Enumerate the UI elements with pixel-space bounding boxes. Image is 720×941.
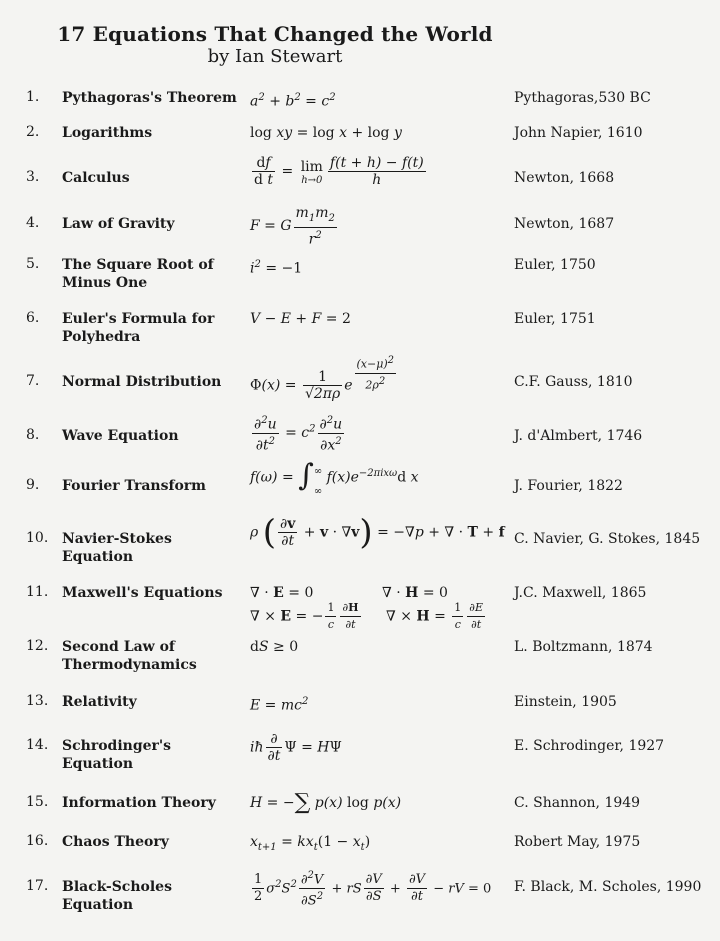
equation-formula: $E = mc^2$	[250, 696, 309, 714]
equation-attribution: C. Shannon, 1949	[514, 795, 641, 811]
equation-attribution: Pythagoras,530 BC	[514, 90, 651, 106]
equation-attribution: F. Black, M. Scholes, 1990	[514, 879, 702, 895]
row-number: 11.	[26, 584, 49, 600]
equation-name: Calculus	[62, 170, 130, 186]
equation-formula: dS ≥ 0	[250, 639, 299, 655]
equation-attribution: Robert May, 1975	[514, 834, 641, 850]
equation-attribution: Euler, 1751	[514, 311, 596, 327]
equation-formula: f(ω) = ∫ ∞ ∞ $f(x)e^{-2\pi ix\omega}d$ x	[250, 457, 419, 497]
equation-formula: ρ ( $\frac{\partial v}{\partial t}$ + v · ∇v) = −∇p + ∇ · T + f	[250, 512, 505, 553]
equation-formula: Φ(x) = $\frac{1}{√2\pi\rho}$ e $^{\frac{(x-\mu)^2}{2\rho^2}}$	[250, 355, 395, 402]
row-number: 12.	[26, 638, 49, 654]
equation-attribution: Einstein, 1905	[514, 694, 617, 710]
equation-attribution: J. Fourier, 1822	[514, 478, 623, 494]
equation-name: Information Theory	[62, 795, 216, 811]
row-number: 4.	[26, 215, 40, 231]
row-number: 2.	[26, 124, 40, 140]
equation-name: Law of Gravity	[62, 216, 175, 232]
equation-formula: $\frac{1}{2}$ $\sigma^2S^2$ $\frac{\partial^2V}{\partial S^2}$ + rS $\frac{\partial V}{\partial S}$ + $\frac{\partial V}{\partial t}$ − rV = 0	[254, 870, 492, 909]
equation-formula: $\frac{df}{\text{d t}}$ = lim h→0 $\frac{f(t + h) - f(t)}{h}$	[254, 155, 424, 188]
equation-name: Chaos Theory	[62, 834, 169, 850]
row-number: 13.	[26, 693, 49, 709]
equation-name: Euler's Formula for Polyhedra	[62, 311, 215, 345]
row-number: 5.	[26, 256, 40, 272]
equation-attribution: C.F. Gauss, 1810	[514, 374, 633, 390]
equation-attribution: J.C. Maxwell, 1865	[514, 585, 647, 601]
page-title: 17 Equations That Changed the World	[57, 22, 493, 46]
row-number: 8.	[26, 427, 40, 443]
equation-name: Fourier Transform	[62, 478, 206, 494]
equation-name: Wave Equation	[62, 428, 179, 444]
row-number: 6.	[26, 310, 40, 326]
title-block	[0, 22, 550, 68]
row-number: 17.	[26, 878, 49, 894]
equation-name: Maxwell's Equations	[62, 585, 223, 601]
equation-name: Normal Distribution	[62, 374, 222, 390]
row-number: 15.	[26, 794, 49, 810]
equation-name: Relativity	[62, 694, 137, 710]
equation-formula: V − E + F = 2	[250, 311, 351, 327]
row-number: 9.	[26, 477, 40, 493]
equation-name: The Square Root of Minus One	[62, 257, 214, 291]
row-number: 1.	[26, 89, 40, 105]
equation-formula: $\frac{\partial^2u}{\partial t^2}$ = $c^2$ $\frac{\partial^2u}{\partial x^2}$	[254, 415, 343, 454]
page-subtitle: by Ian Stewart	[207, 46, 343, 67]
equation-formula: $i^2 = -1$	[250, 259, 303, 277]
equation-name: Schrodinger's Equation	[62, 738, 172, 772]
row-number: 16.	[26, 833, 49, 849]
equation-formula: $x_{t+1} = kx_t(1 - x_t)$	[250, 834, 371, 853]
equation-formula: F = G $\frac{m_1m_2}{r^2}$	[250, 205, 335, 248]
equation-name: Pythagoras's Theorem	[62, 90, 237, 106]
equation-formula: $a^2 + b^2 = c^2$	[250, 92, 336, 110]
row-number: 14.	[26, 737, 49, 753]
equation-attribution: L. Boltzmann, 1874	[514, 639, 653, 655]
row-number: 10.	[26, 530, 49, 546]
equation-name: Navier-Stokes Equation	[62, 531, 172, 565]
equation-name: Second Law of Thermodynamics	[62, 639, 197, 673]
equation-name: Black-Scholes Equation	[62, 879, 172, 913]
equation-formula: H = −∑ p(x) log p(x)	[250, 790, 402, 815]
equation-attribution: C. Navier, G. Stokes, 1845	[514, 531, 701, 547]
row-number: 7.	[26, 373, 40, 389]
equation-attribution: Euler, 1750	[514, 257, 596, 273]
equation-formula: log xy = log x + log y	[250, 125, 402, 141]
equation-formula: iħ $\frac{\partial}{\partial t}$ Ψ = HΨ	[250, 731, 342, 764]
equation-attribution: E. Schrodinger, 1927	[514, 738, 665, 754]
row-number: 3.	[26, 169, 40, 185]
equation-attribution: Newton, 1668	[514, 170, 615, 186]
equation-name: Logarithms	[62, 125, 153, 141]
equation-attribution: Newton, 1687	[514, 216, 615, 232]
equation-attribution: J. d'Almbert, 1746	[514, 428, 643, 444]
equation-attribution: John Napier, 1610	[514, 125, 643, 141]
